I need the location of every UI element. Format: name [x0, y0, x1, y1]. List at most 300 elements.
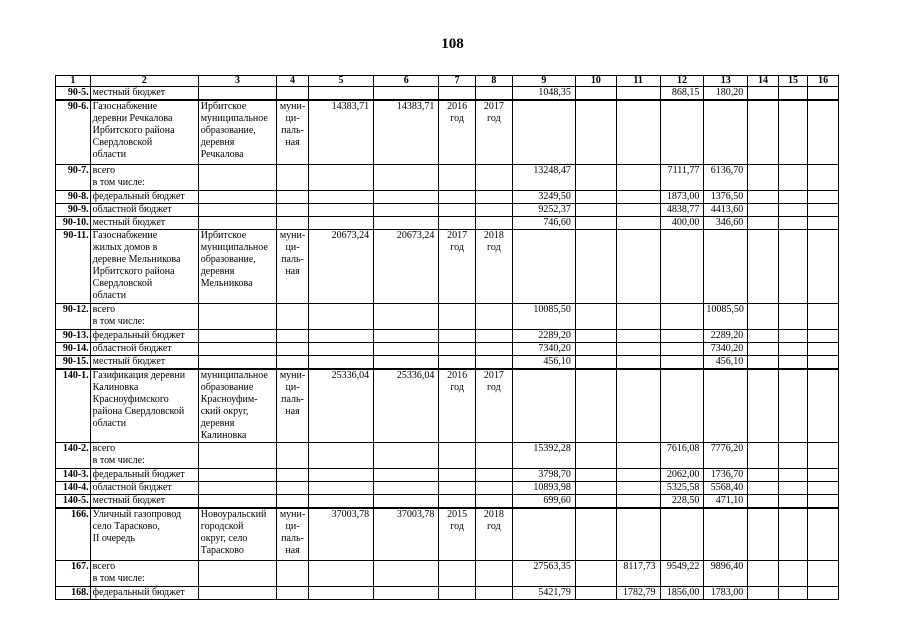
- amount-cell: [308, 216, 373, 229]
- row-code: 90-7.: [56, 164, 91, 190]
- table-row: [56, 329, 839, 342]
- row-code: 90-9.: [56, 203, 91, 216]
- amount-cell: [308, 303, 373, 329]
- amount-cell: 1856,00: [660, 586, 704, 599]
- amount-cell: [616, 342, 660, 355]
- table-row: [56, 586, 839, 599]
- amount-cell: [748, 203, 779, 216]
- amount-cell: [748, 443, 779, 469]
- amount-cell: [778, 342, 808, 355]
- amount-cell: [308, 355, 373, 369]
- end-year: [476, 329, 513, 342]
- amount-cell: [374, 164, 439, 190]
- row-code: 90-11.: [56, 229, 91, 303]
- amount-cell: 4838,77: [660, 203, 704, 216]
- amount-cell: [575, 190, 616, 203]
- end-year: [476, 190, 513, 203]
- item-name: федеральный бюджет: [90, 329, 198, 342]
- amount-cell: [748, 229, 779, 303]
- row-code: 90-5.: [56, 87, 91, 101]
- end-year: [476, 216, 513, 229]
- start-year: [439, 164, 476, 190]
- municipality: [198, 586, 277, 599]
- amount-cell: [512, 100, 575, 164]
- amount-cell: [778, 87, 808, 101]
- amount-cell: 10085,50: [512, 303, 575, 329]
- amount-cell: [575, 303, 616, 329]
- amount-cell: 400,00: [660, 216, 704, 229]
- municipality: [198, 87, 277, 101]
- column-header: 6: [374, 76, 439, 87]
- amount-cell: [778, 586, 808, 599]
- column-header: 8: [476, 76, 513, 87]
- column-header: 4: [277, 76, 309, 87]
- table-row: [56, 495, 839, 509]
- table-row: [56, 369, 839, 443]
- amount-cell: 5421,79: [512, 586, 575, 599]
- municipality: [198, 190, 277, 203]
- row-code: 90-15.: [56, 355, 91, 369]
- end-year: [476, 203, 513, 216]
- municipality: [198, 495, 277, 509]
- amount-cell: [808, 329, 839, 342]
- amount-cell: [575, 87, 616, 101]
- item-name: областной бюджет: [90, 342, 198, 355]
- amount-cell: 20673,24: [374, 229, 439, 303]
- municipality: [198, 342, 277, 355]
- end-year: [476, 586, 513, 599]
- amount-cell: 1783,00: [704, 586, 748, 599]
- municipality: [198, 469, 277, 482]
- amount-cell: [308, 586, 373, 599]
- start-year: [439, 443, 476, 469]
- amount-cell: 20673,24: [308, 229, 373, 303]
- table-row: [56, 508, 839, 560]
- table-row: [56, 560, 839, 586]
- start-year: 2015 год: [439, 508, 476, 560]
- ownership: [277, 495, 309, 509]
- ownership: [277, 560, 309, 586]
- column-header: 3: [198, 76, 277, 87]
- amount-cell: 9896,40: [704, 560, 748, 586]
- amount-cell: 5325,58: [660, 482, 704, 495]
- amount-cell: 456,10: [704, 355, 748, 369]
- amount-cell: [748, 508, 779, 560]
- column-header: 11: [616, 76, 660, 87]
- amount-cell: [778, 303, 808, 329]
- amount-cell: [512, 229, 575, 303]
- item-name: областной бюджет: [90, 203, 198, 216]
- amount-cell: 746,60: [512, 216, 575, 229]
- amount-cell: [748, 100, 779, 164]
- amount-cell: [374, 443, 439, 469]
- table-row: [56, 87, 839, 101]
- row-code: 90-14.: [56, 342, 91, 355]
- amount-cell: 456,10: [512, 355, 575, 369]
- item-name: всего в том числе:: [90, 303, 198, 329]
- amount-cell: [575, 342, 616, 355]
- item-name: федеральный бюджет: [90, 190, 198, 203]
- amount-cell: 1873,00: [660, 190, 704, 203]
- amount-cell: [616, 508, 660, 560]
- amount-cell: 27563,35: [512, 560, 575, 586]
- amount-cell: [778, 100, 808, 164]
- start-year: 2016 год: [439, 100, 476, 164]
- row-code: 140-4.: [56, 482, 91, 495]
- amount-cell: [575, 369, 616, 443]
- start-year: [439, 495, 476, 509]
- amount-cell: [616, 482, 660, 495]
- table-row: [56, 190, 839, 203]
- end-year: [476, 87, 513, 101]
- amount-cell: [778, 355, 808, 369]
- table-row: [56, 482, 839, 495]
- municipality: [198, 203, 277, 216]
- table-row: [56, 355, 839, 369]
- amount-cell: [748, 355, 779, 369]
- end-year: 2017 год: [476, 369, 513, 443]
- row-code: 90-10.: [56, 216, 91, 229]
- amount-cell: [575, 216, 616, 229]
- amount-cell: [748, 586, 779, 599]
- amount-cell: [778, 443, 808, 469]
- end-year: [476, 560, 513, 586]
- amount-cell: [374, 87, 439, 101]
- row-code: 90-13.: [56, 329, 91, 342]
- amount-cell: [374, 495, 439, 509]
- table-row: [56, 203, 839, 216]
- amount-cell: [808, 303, 839, 329]
- ownership: [277, 329, 309, 342]
- amount-cell: 7616,08: [660, 443, 704, 469]
- end-year: 2017 год: [476, 100, 513, 164]
- row-code: 90-12.: [56, 303, 91, 329]
- amount-cell: [575, 508, 616, 560]
- amount-cell: [616, 303, 660, 329]
- amount-cell: [308, 443, 373, 469]
- amount-cell: [660, 100, 704, 164]
- municipality: [198, 329, 277, 342]
- amount-cell: 15392,28: [512, 443, 575, 469]
- amount-cell: [808, 495, 839, 509]
- amount-cell: [660, 355, 704, 369]
- ownership: [277, 342, 309, 355]
- row-code: 166.: [56, 508, 91, 560]
- amount-cell: [575, 495, 616, 509]
- amount-cell: [374, 303, 439, 329]
- ownership: муни- ци- паль- ная: [277, 229, 309, 303]
- amount-cell: [374, 329, 439, 342]
- amount-cell: 14383,71: [374, 100, 439, 164]
- amount-cell: [808, 369, 839, 443]
- amount-cell: [575, 229, 616, 303]
- amount-cell: 2062,00: [660, 469, 704, 482]
- item-name: местный бюджет: [90, 87, 198, 101]
- column-header: 16: [808, 76, 839, 87]
- amount-cell: 3249,50: [512, 190, 575, 203]
- start-year: [439, 560, 476, 586]
- start-year: [439, 469, 476, 482]
- amount-cell: [616, 329, 660, 342]
- amount-cell: 37003,78: [308, 508, 373, 560]
- item-name: федеральный бюджет: [90, 469, 198, 482]
- amount-cell: 7111,77: [660, 164, 704, 190]
- amount-cell: [748, 303, 779, 329]
- amount-cell: 1782,79: [616, 586, 660, 599]
- header-row: [56, 76, 839, 87]
- budget-table: [55, 75, 839, 600]
- end-year: [476, 355, 513, 369]
- amount-cell: 13248,47: [512, 164, 575, 190]
- amount-cell: [808, 87, 839, 101]
- row-code: 140-3.: [56, 469, 91, 482]
- row-code: 140-2.: [56, 443, 91, 469]
- item-name: Газоснабжение деревни Речкалова Ирбитского района Свердловской области: [90, 100, 198, 164]
- amount-cell: 9549,22: [660, 560, 704, 586]
- amount-cell: [704, 508, 748, 560]
- amount-cell: 1736,70: [704, 469, 748, 482]
- amount-cell: [808, 560, 839, 586]
- start-year: [439, 482, 476, 495]
- amount-cell: [374, 560, 439, 586]
- column-header: 5: [308, 76, 373, 87]
- amount-cell: 1376,50: [704, 190, 748, 203]
- amount-cell: [616, 443, 660, 469]
- amount-cell: [808, 443, 839, 469]
- start-year: [439, 329, 476, 342]
- amount-cell: 7776,20: [704, 443, 748, 469]
- ownership: [277, 443, 309, 469]
- municipality: Новоуральский городской округ, село Тарасково: [198, 508, 277, 560]
- amount-cell: [808, 469, 839, 482]
- amount-cell: [575, 586, 616, 599]
- amount-cell: 37003,78: [374, 508, 439, 560]
- column-header: 2: [90, 76, 198, 87]
- amount-cell: [616, 100, 660, 164]
- municipality: [198, 443, 277, 469]
- amount-cell: [778, 495, 808, 509]
- amount-cell: [808, 190, 839, 203]
- amount-cell: [808, 203, 839, 216]
- amount-cell: [308, 190, 373, 203]
- item-name: местный бюджет: [90, 355, 198, 369]
- end-year: [476, 469, 513, 482]
- column-header: 10: [575, 76, 616, 87]
- item-name: всего в том числе:: [90, 560, 198, 586]
- item-name: всего в том числе:: [90, 164, 198, 190]
- start-year: [439, 586, 476, 599]
- amount-cell: 10893,98: [512, 482, 575, 495]
- page-number: 108: [441, 36, 464, 52]
- amount-cell: [575, 469, 616, 482]
- municipality: [198, 482, 277, 495]
- amount-cell: [748, 469, 779, 482]
- amount-cell: [512, 369, 575, 443]
- amount-cell: 5568,40: [704, 482, 748, 495]
- amount-cell: [778, 164, 808, 190]
- amount-cell: 346,60: [704, 216, 748, 229]
- municipality: [198, 560, 277, 586]
- amount-cell: 7340,20: [704, 342, 748, 355]
- start-year: [439, 355, 476, 369]
- ownership: муни- ци- паль- ная: [277, 100, 309, 164]
- municipality: [198, 303, 277, 329]
- amount-cell: [778, 508, 808, 560]
- table-row: [56, 216, 839, 229]
- end-year: [476, 495, 513, 509]
- amount-cell: [808, 164, 839, 190]
- amount-cell: [778, 329, 808, 342]
- amount-cell: [660, 229, 704, 303]
- column-header: 13: [704, 76, 748, 87]
- ownership: муни- ци- паль- ная: [277, 369, 309, 443]
- item-name: областной бюджет: [90, 482, 198, 495]
- ownership: [277, 164, 309, 190]
- start-year: 2017 год: [439, 229, 476, 303]
- amount-cell: 868,15: [660, 87, 704, 101]
- amount-cell: [308, 87, 373, 101]
- item-name: Газоснабжение жилых домов в деревне Мельникова Ирбитского района Свердловской области: [90, 229, 198, 303]
- amount-cell: [616, 87, 660, 101]
- amount-cell: [748, 342, 779, 355]
- ownership: [277, 303, 309, 329]
- municipality: Ирбитское муниципальное образование, деревня Мельникова: [198, 229, 277, 303]
- amount-cell: [308, 560, 373, 586]
- ownership: муни- ци- паль- ная: [277, 508, 309, 560]
- amount-cell: [704, 229, 748, 303]
- table-row: [56, 342, 839, 355]
- amount-cell: 2289,20: [704, 329, 748, 342]
- amount-cell: [616, 190, 660, 203]
- amount-cell: [575, 164, 616, 190]
- item-name: федеральный бюджет: [90, 586, 198, 599]
- amount-cell: 25336,04: [308, 369, 373, 443]
- table-row: [56, 229, 839, 303]
- item-name: всего в том числе:: [90, 443, 198, 469]
- start-year: [439, 87, 476, 101]
- amount-cell: [778, 216, 808, 229]
- end-year: 2018 год: [476, 508, 513, 560]
- amount-cell: [660, 369, 704, 443]
- amount-cell: [616, 495, 660, 509]
- table-row: [56, 469, 839, 482]
- start-year: [439, 216, 476, 229]
- amount-cell: [616, 469, 660, 482]
- amount-cell: [778, 560, 808, 586]
- amount-cell: 2289,20: [512, 329, 575, 342]
- table-row: [56, 443, 839, 469]
- amount-cell: [575, 100, 616, 164]
- amount-cell: [778, 482, 808, 495]
- amount-cell: [374, 586, 439, 599]
- table-row: [56, 303, 839, 329]
- ownership: [277, 586, 309, 599]
- amount-cell: 228,50: [660, 495, 704, 509]
- table-row: [56, 164, 839, 190]
- column-header: 7: [439, 76, 476, 87]
- amount-cell: [374, 216, 439, 229]
- amount-cell: [808, 342, 839, 355]
- amount-cell: [616, 355, 660, 369]
- amount-cell: [748, 216, 779, 229]
- amount-cell: 8117,73: [616, 560, 660, 586]
- amount-cell: [308, 469, 373, 482]
- end-year: [476, 303, 513, 329]
- amount-cell: [778, 190, 808, 203]
- amount-cell: [704, 369, 748, 443]
- amount-cell: [575, 560, 616, 586]
- end-year: 2018 год: [476, 229, 513, 303]
- amount-cell: 1048,35: [512, 87, 575, 101]
- amount-cell: [660, 342, 704, 355]
- amount-cell: [374, 482, 439, 495]
- amount-cell: [616, 203, 660, 216]
- amount-cell: 4413,60: [704, 203, 748, 216]
- amount-cell: [575, 329, 616, 342]
- row-code: 140-1.: [56, 369, 91, 443]
- column-header: 15: [778, 76, 808, 87]
- start-year: 2016 год: [439, 369, 476, 443]
- amount-cell: [616, 369, 660, 443]
- amount-cell: [808, 482, 839, 495]
- end-year: [476, 164, 513, 190]
- item-name: местный бюджет: [90, 216, 198, 229]
- amount-cell: [778, 369, 808, 443]
- ownership: [277, 87, 309, 101]
- amount-cell: [616, 164, 660, 190]
- amount-cell: [808, 229, 839, 303]
- row-code: 90-8.: [56, 190, 91, 203]
- amount-cell: [748, 495, 779, 509]
- table-row: [56, 100, 839, 164]
- amount-cell: [660, 303, 704, 329]
- amount-cell: [308, 203, 373, 216]
- row-code: 168.: [56, 586, 91, 599]
- amount-cell: 180,20: [704, 87, 748, 101]
- amount-cell: [660, 329, 704, 342]
- amount-cell: [374, 469, 439, 482]
- amount-cell: [808, 355, 839, 369]
- amount-cell: 14383,71: [308, 100, 373, 164]
- amount-cell: [778, 229, 808, 303]
- item-name: Уличный газопровод село Тарасково, II очередь: [90, 508, 198, 560]
- amount-cell: [778, 469, 808, 482]
- amount-cell: [704, 100, 748, 164]
- ownership: [277, 190, 309, 203]
- amount-cell: [748, 164, 779, 190]
- amount-cell: [778, 203, 808, 216]
- amount-cell: [308, 342, 373, 355]
- municipality: [198, 355, 277, 369]
- amount-cell: [575, 355, 616, 369]
- amount-cell: [616, 229, 660, 303]
- amount-cell: [575, 443, 616, 469]
- item-name: Газификация деревни Калиновка Красноуфимского района Свердловской области: [90, 369, 198, 443]
- amount-cell: [748, 190, 779, 203]
- ownership: [277, 355, 309, 369]
- start-year: [439, 342, 476, 355]
- amount-cell: [808, 508, 839, 560]
- municipality: [198, 164, 277, 190]
- amount-cell: [374, 190, 439, 203]
- row-code: 167.: [56, 560, 91, 586]
- column-header: 9: [512, 76, 575, 87]
- amount-cell: [808, 100, 839, 164]
- amount-cell: [616, 216, 660, 229]
- amount-cell: [308, 164, 373, 190]
- amount-cell: 10085,50: [704, 303, 748, 329]
- column-header: 14: [748, 76, 779, 87]
